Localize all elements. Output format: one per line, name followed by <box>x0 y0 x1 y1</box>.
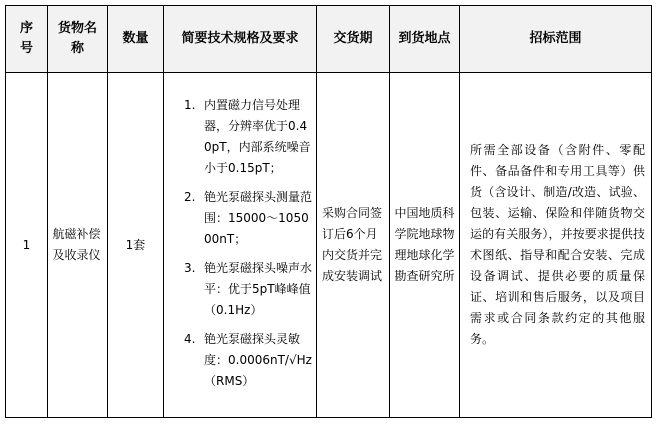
spec-text: 铯光泵磁探头测量范围：15000～105000nT； <box>204 189 313 246</box>
table-row <box>6 73 652 418</box>
procurement-table <box>5 5 652 418</box>
header-name <box>48 6 108 73</box>
header-qty: 数量 <box>108 6 164 73</box>
spec-number: 2. <box>184 189 196 204</box>
cell-delivery-text: 采购合同签订后6个月内交货并完成安装调试 <box>322 206 383 283</box>
header-delivery: 交货期 <box>317 6 390 73</box>
cell-no: 1 <box>6 73 48 418</box>
cell-scope-text: 所需全部设备（含附件、零配件、备品备件和专用工具等）供货（含设计、制造/改造、试验、包装、运输、保险和伴随货物交运的有关服务），并按要求提供技术图纸、指导和配合安装、完成设备调试、提供必要的质量保证、培训和售后服务，以及项目需求或合同条款约定的其他服务。 <box>470 143 645 346</box>
spec-number: 4. <box>184 331 196 346</box>
spec-text: 铯光泵磁探头噪声水平：优于5pT峰峰值（0.1Hz） <box>204 260 313 317</box>
cell-qty: 1套 <box>108 73 164 418</box>
header-specs: 简要技术规格及要求 <box>164 6 317 73</box>
cell-destination <box>390 73 460 418</box>
procurement-table-container <box>5 5 652 418</box>
spec-item <box>184 187 312 250</box>
cell-delivery <box>317 73 390 418</box>
cell-name <box>48 73 108 418</box>
header-row <box>6 6 652 73</box>
spec-item <box>184 258 312 321</box>
spec-number: 3. <box>184 260 196 275</box>
header-scope: 招标范围 <box>460 6 652 73</box>
spec-item <box>184 329 312 392</box>
header-no-text: 序号 <box>19 21 33 56</box>
header-destination: 到货地点 <box>390 6 460 73</box>
cell-name-text: 航磁补偿及收录仪 <box>52 227 101 262</box>
spec-text: 内置磁力信号处理器，分辨率优于0.40pT，内部系统噪音小于0.15pT； <box>204 97 311 175</box>
header-no <box>6 6 48 73</box>
cell-destination-text: 中国地质科学院地球物理地球化学勘查研究所 <box>394 206 455 283</box>
header-name-text: 货物名称 <box>57 21 97 56</box>
spec-number: 1. <box>184 97 196 112</box>
spec-text: 铯光泵磁探头灵敏度：0.0006nT/√Hz（RMS） <box>204 331 312 388</box>
cell-specs <box>164 73 317 418</box>
cell-scope <box>460 73 652 418</box>
spec-item <box>184 95 312 179</box>
spec-list <box>164 85 316 406</box>
